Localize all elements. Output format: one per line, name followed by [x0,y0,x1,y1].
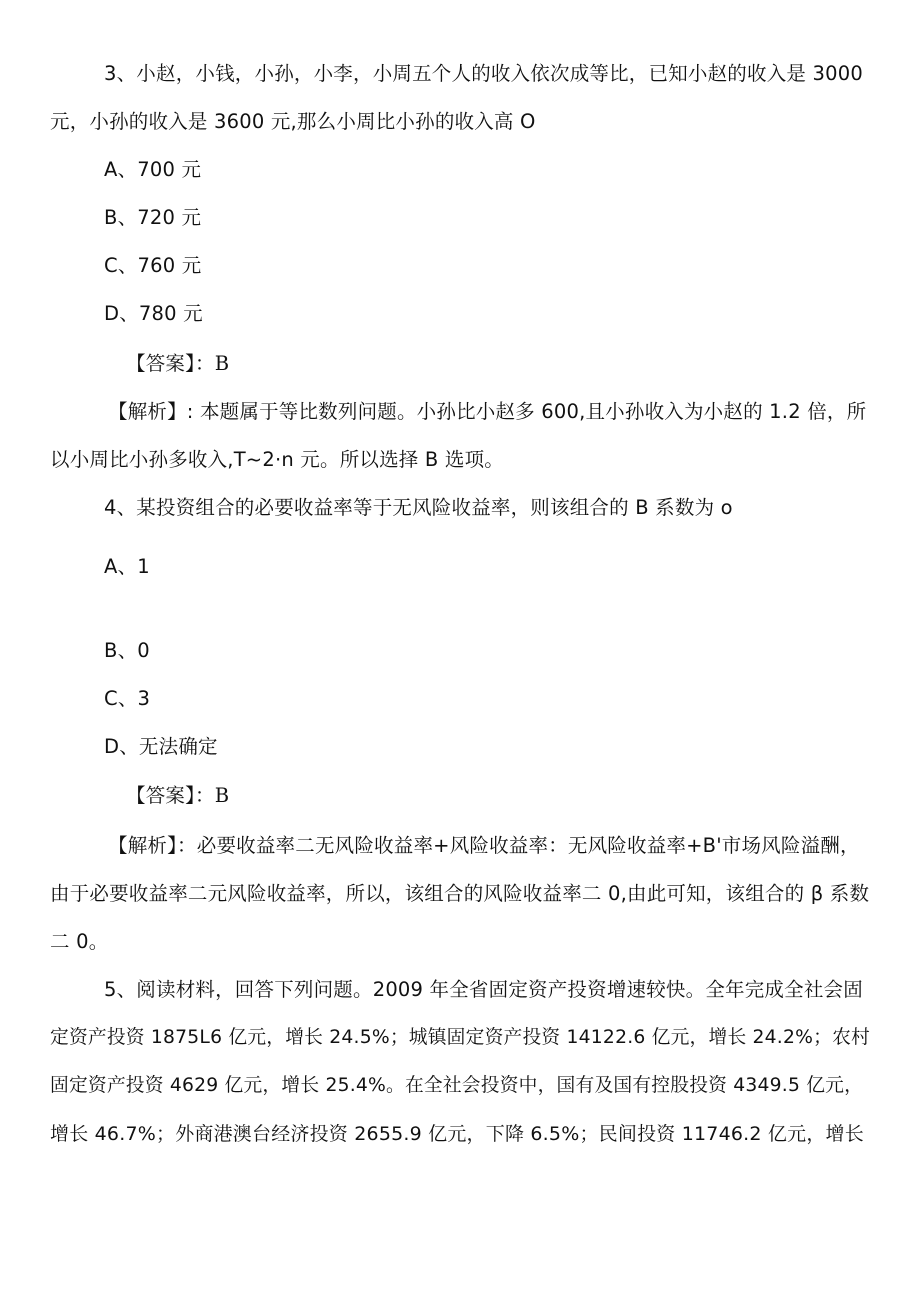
q4-option-d: D、无法确定 [104,735,218,758]
q3-option-d: D、780 元 [104,302,203,325]
q4-option-b: B、0 [104,639,150,662]
q3-answer [126,350,229,378]
q5-stem-line-2: 定资产投资 1875L6 亿元，增长 24.5%；城镇固定资产投资 14122.6 亿元，增长 24.2%；农村 [50,1027,870,1048]
q4-option-c: C、3 [104,687,151,710]
q3-option-a: A、700 元 [104,158,202,181]
q3-analysis-line-2: 以小周比小孙多收入,T~2·n 元。所以选择 B 选项。 [50,448,504,471]
q3-answer-value: B [214,352,230,375]
q3-answer-label: 【答案】： [126,352,215,375]
q4-option-a: A、1 [104,555,150,578]
q4-analysis-line-2: 由于必要收益率二元风险收益率，所以，该组合的风险收益率二 0,由此可知，该组合的 β 系数 [50,882,870,905]
q4-stem-line-1: 4、某投资组合的必要收益率等于无风险收益率，则该组合的 B 系数为 o [104,496,733,519]
q4-analysis-line-1: 【解析】：必要收益率二无风险收益率+风险收益率：无风险收益率+B'市场风险溢酬， [108,834,860,857]
q4-analysis-line-3: 二 0。 [50,930,109,953]
q4-answer-label: 【答案】： [126,784,215,807]
q3-stem-line-1: 3、小赵，小钱，小孙，小李，小周五个人的收入依次成等比，已知小赵的收入是 3000 [104,62,863,85]
q5-stem-line-1: 5、阅读材料，回答下列问题。2009 年全省固定资产投资增速较快。全年完成全社会固 [104,978,863,1001]
q3-stem-line-2: 元，小孙的收入是 3600 元,那么小周比小孙的收入高 O [50,110,536,133]
q3-analysis-line-1: 【解析】: 本题属于等比数列问题。小孙比小赵多 600,且小孙收入为小赵的 1.2 倍，所 [108,400,867,423]
q5-stem-line-3: 固定资产投资 4629 亿元，增长 25.4%。在全社会投资中，国有及国有控股投资 4349.5 亿元， [50,1075,864,1096]
q4-answer [126,782,229,810]
q3-option-c: C、760 元 [104,254,202,277]
q4-answer-value: B [214,784,230,807]
q5-stem-line-4: 增长 46.7%；外商港澳台经济投资 2655.9 亿元，下降 6.5%；民间投资 11746.2 亿元，增长 [50,1123,864,1145]
q3-option-b: B、720 元 [104,206,202,229]
